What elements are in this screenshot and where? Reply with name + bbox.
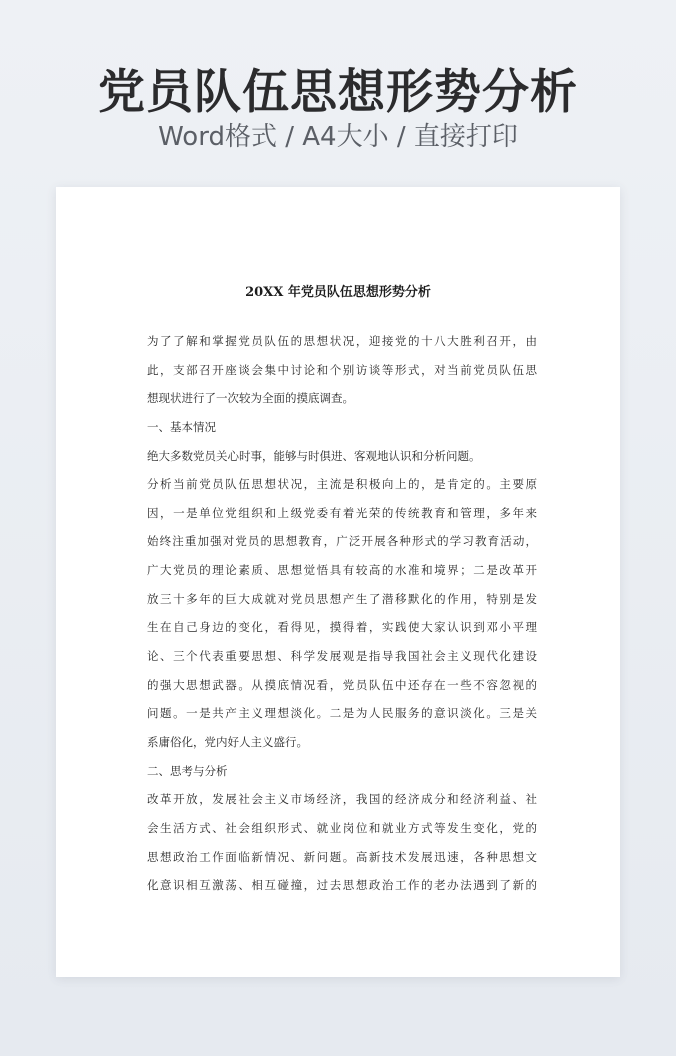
document-line: 化意识相互激荡、相互碰撞，过去思想政治工作的老办法遇到了新的 xyxy=(147,878,537,893)
document-line: 绝大多数党员关心时事，能够与时俱进、客观地认识和分析问题。 xyxy=(147,448,481,463)
document-line: 论、三个代表重要思想、科学发展观是指导我国社会主义现代化建设 xyxy=(147,649,537,664)
document-line: 会生活方式、社会组织形式、就业岗位和就业方式等发生变化，党的 xyxy=(147,820,537,835)
document-line: 因，一是单位党组织和上级党委有着光荣的传统教育和管理，多年来 xyxy=(147,505,537,520)
document-line: 放三十多年的巨大成就对党员思想产生了潜移默化的作用，特别是发 xyxy=(147,591,537,606)
document-line: 思想政治工作面临新情况、新问题。高新技术发展迅速，各种思想文 xyxy=(147,849,537,864)
document-line: 生在自己身边的变化，看得见，摸得着，实践使大家认识到邓小平理 xyxy=(147,620,537,635)
document-line: 一、基本情况 xyxy=(147,419,216,434)
banner-subtitle: Word格式 / A4大小 / 直接打印 xyxy=(158,122,518,152)
document-line: 二、思考与分析 xyxy=(147,763,228,778)
header-banner xyxy=(0,0,676,186)
banner-title: 党员队伍思想形势分析 xyxy=(98,65,578,120)
document-line: 想现状进行了一次较为全面的摸底调查。 xyxy=(147,391,354,406)
document-line: 系庸俗化，党内好人主义盛行。 xyxy=(147,734,308,749)
document-line: 广大党员的理论素质、思想觉悟具有较高的水准和境界；二是改革开 xyxy=(147,563,537,578)
document-line: 分析当前党员队伍思想状况，主流是积极向上的，是肯定的。主要原 xyxy=(147,477,537,492)
document-line: 问题。一是共产主义理想淡化。二是为人民服务的意识淡化。三是关 xyxy=(147,706,537,721)
document-line: 为了了解和掌握党员队伍的思想状况，迎接党的十八大胜利召开，由 xyxy=(147,334,537,348)
document-page xyxy=(56,187,620,977)
document-line: 始终注重加强对党员的思想教育，广泛开展各种形式的学习教育活动， xyxy=(147,534,537,549)
document-title: 20XX 年党员队伍思想形势分析 xyxy=(245,285,431,300)
document-line: 改革开放，发展社会主义市场经济，我国的经济成分和经济利益、社 xyxy=(147,792,537,807)
document-body xyxy=(147,327,537,900)
document-line: 此，支部召开座谈会集中讨论和个别访谈等形式，对当前党员队伍思 xyxy=(147,362,537,377)
document-line: 的强大思想武器。从摸底情况看，党员队伍中还存在一些不容忽视的 xyxy=(147,677,537,692)
